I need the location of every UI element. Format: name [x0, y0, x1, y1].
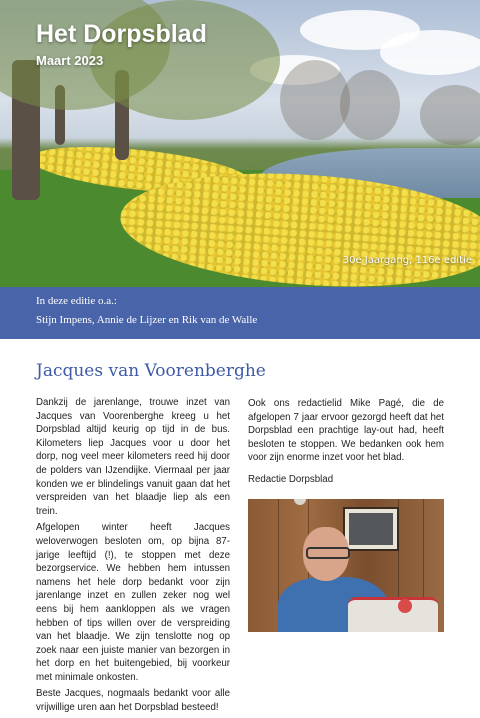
article-paragraph: Afgelopen winter heeft Jacques weloverwogen besloten om, op bijna 87-jarige leeftijd (!), te stoppen met deze bezorgservice. We hebben hem intussen namens het hele dorp bedankt voor zijn jarenlange inzet en zullen zeker nog wel eens bij hem aankloppen als we vragen hebben of tips willen over de verspreiding van het blaadje. We zijn tenslotte nog op zoek naar een juiste manier van bezorgen in het dorp en het buitengebied, bij voorkeur met minimale onkosten.	[36, 522, 230, 683]
article-paragraph: Beste Jacques, nogmaals bedankt voor alle vrijwillige uren aan het Dorpsblad besteed!	[36, 688, 230, 714]
tree	[340, 70, 400, 140]
article-title: Jacques van Voorenberghe	[36, 361, 266, 381]
contents-banner	[0, 287, 480, 339]
tree	[420, 85, 480, 145]
article-column-left	[36, 396, 230, 718]
willow-canopy	[90, 0, 280, 120]
gift-basket	[348, 597, 438, 632]
portrait-photo	[248, 499, 444, 632]
edition-label: 30e Jaargang, 116e editie	[342, 255, 472, 266]
gift-ribbon	[398, 599, 412, 613]
issue-date: Maart 2023	[36, 53, 104, 68]
article-paragraph: Ook ons redactielid Mike Pagé, die de afgelopen 7 jaar ervoor gezorgd heeft dat het Dorpsblad een prachtige lay-out had, heeft besloten te stoppen. We bedanken ook hem voor zijn enorme inzet voor het blad.	[248, 398, 444, 464]
contents-names: Stijn Impens, Annie de Lijzer en Rik van de Walle	[36, 314, 258, 326]
cloud	[380, 30, 480, 75]
glasses	[306, 547, 350, 559]
newsletter-title: Het Dorpsblad	[36, 20, 207, 48]
wall-clock	[294, 499, 306, 505]
contents-label: In deze editie o.a.:	[36, 295, 117, 307]
article-signature: Redactie Dorpsblad	[248, 473, 334, 485]
cover-photo	[0, 0, 480, 287]
article-column-right	[248, 397, 444, 490]
picture-frame	[343, 507, 399, 551]
frame-photo	[349, 513, 393, 545]
article-paragraph: Dankzij de jarenlange, trouwe inzet van Jacques van Voorenberghe kreeg u het Dorpsblad altijd keurig op tijd in de bus. Kilometers liep Jacques voor u door het dorp, nog veel meer kilometers reed hij door de polders van IJzendijke. Viermaal per jaar konden we er blindelings vanuit gaan dat het verspreiden van het blaadje liep als een trein.	[36, 397, 230, 517]
